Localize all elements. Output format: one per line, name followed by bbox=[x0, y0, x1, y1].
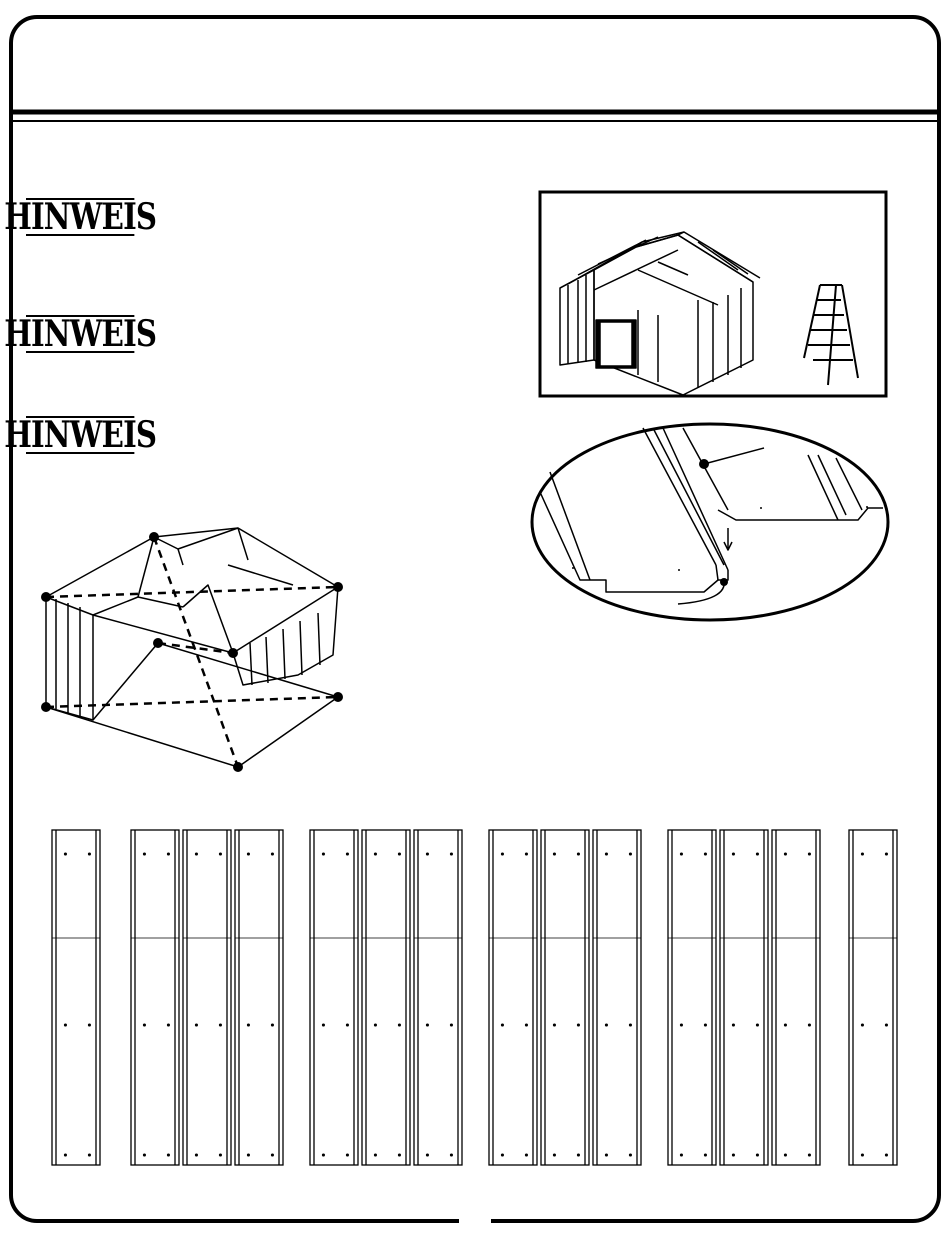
screw-hole bbox=[809, 853, 811, 855]
screw-hole bbox=[862, 853, 864, 855]
screw-hole bbox=[502, 853, 504, 855]
screw-hole bbox=[375, 853, 377, 855]
screw-hole bbox=[427, 1154, 429, 1156]
screw-hole bbox=[578, 853, 580, 855]
screw-hole bbox=[733, 1024, 735, 1026]
screw-hole bbox=[399, 1024, 401, 1026]
screw-hole bbox=[526, 1154, 528, 1156]
screw-hole bbox=[681, 853, 683, 855]
panel-group-6 bbox=[849, 830, 897, 1165]
panel-overlap-detail-icon bbox=[528, 420, 892, 630]
screw-hole bbox=[630, 1154, 632, 1156]
screw-hole bbox=[196, 853, 198, 855]
screw-hole bbox=[606, 1154, 608, 1156]
wall-panel-icon bbox=[52, 830, 100, 1165]
screw-hole bbox=[733, 1154, 735, 1156]
screw-hole bbox=[168, 1154, 170, 1156]
screw-hole bbox=[144, 1024, 146, 1026]
screw-hole bbox=[323, 1024, 325, 1026]
screw-hole bbox=[323, 853, 325, 855]
screw-hole bbox=[427, 1024, 429, 1026]
screw-hole bbox=[502, 1154, 504, 1156]
screw-hole bbox=[886, 1024, 888, 1026]
wall-panel-icon bbox=[849, 830, 897, 1165]
wall-panel-icon bbox=[310, 830, 358, 1165]
footer-gap bbox=[459, 1212, 491, 1226]
screw-hole bbox=[785, 1024, 787, 1026]
screw-hole bbox=[630, 1024, 632, 1026]
note-label-text-1: HINWEIS bbox=[4, 195, 157, 239]
screw-hole bbox=[347, 853, 349, 855]
note-label-1 bbox=[4, 195, 157, 239]
screw-hole bbox=[323, 1154, 325, 1156]
panel-group-4 bbox=[489, 830, 641, 1165]
screw-hole bbox=[220, 1154, 222, 1156]
screw-hole bbox=[65, 1024, 67, 1026]
screw-hole bbox=[196, 1154, 198, 1156]
screw-hole bbox=[144, 1154, 146, 1156]
screw-hole bbox=[89, 1024, 91, 1026]
screw-hole bbox=[220, 853, 222, 855]
panel-group-1 bbox=[52, 830, 100, 1165]
note-label-3 bbox=[4, 413, 157, 457]
shed-with-ladder-icon bbox=[538, 190, 888, 398]
screw-hole bbox=[248, 1024, 250, 1026]
wall-panel-icon bbox=[183, 830, 231, 1165]
screw-hole bbox=[809, 1024, 811, 1026]
screw-hole bbox=[526, 1024, 528, 1026]
panel-group-2 bbox=[131, 830, 283, 1165]
screw-hole bbox=[862, 1024, 864, 1026]
wall-panel-icon bbox=[541, 830, 589, 1165]
screw-hole bbox=[757, 1024, 759, 1026]
screw-hole bbox=[375, 1154, 377, 1156]
screw-hole bbox=[399, 1154, 401, 1156]
wall-panel-icon bbox=[720, 830, 768, 1165]
screw-hole bbox=[272, 853, 274, 855]
screw-hole bbox=[606, 1024, 608, 1026]
screw-hole bbox=[65, 853, 67, 855]
screw-hole bbox=[375, 1024, 377, 1026]
screw-hole bbox=[681, 1024, 683, 1026]
screw-hole bbox=[785, 1154, 787, 1156]
note-label-text-2: HINWEIS bbox=[4, 312, 157, 356]
wall-panel-icon bbox=[235, 830, 283, 1165]
wall-panel-icon bbox=[489, 830, 537, 1165]
wall-panel-icon bbox=[362, 830, 410, 1165]
screw-hole bbox=[578, 1024, 580, 1026]
wall-panel-icon bbox=[131, 830, 179, 1165]
screw-hole bbox=[347, 1154, 349, 1156]
note-label-text-3: HINWEIS bbox=[4, 413, 157, 457]
screw-hole bbox=[757, 1154, 759, 1156]
screw-hole bbox=[220, 1024, 222, 1026]
wall-panel-icon bbox=[414, 830, 462, 1165]
screw-hole bbox=[681, 1154, 683, 1156]
screw-hole bbox=[705, 1154, 707, 1156]
screw-hole bbox=[248, 1154, 250, 1156]
frame-diagonal-check-icon bbox=[38, 525, 358, 775]
wall-panel-icon bbox=[772, 830, 820, 1165]
screw-hole bbox=[886, 853, 888, 855]
screw-hole bbox=[168, 853, 170, 855]
wall-panel-icon bbox=[668, 830, 716, 1165]
panel-layout-figure bbox=[0, 820, 950, 1180]
screw-hole bbox=[554, 1024, 556, 1026]
screw-hole bbox=[451, 1024, 453, 1026]
screw-hole bbox=[272, 1154, 274, 1156]
screw-hole bbox=[248, 853, 250, 855]
screw-hole bbox=[630, 853, 632, 855]
screw-hole bbox=[89, 1154, 91, 1156]
wall-panel-icon bbox=[593, 830, 641, 1165]
screw-hole bbox=[144, 853, 146, 855]
panel-group-3 bbox=[310, 830, 462, 1165]
screw-hole bbox=[809, 1154, 811, 1156]
screw-hole bbox=[862, 1154, 864, 1156]
screw-hole bbox=[427, 853, 429, 855]
screw-hole bbox=[578, 1154, 580, 1156]
screw-hole bbox=[399, 853, 401, 855]
note-label-2 bbox=[4, 312, 157, 356]
screw-hole bbox=[785, 853, 787, 855]
screw-hole bbox=[705, 853, 707, 855]
screw-hole bbox=[606, 853, 608, 855]
screw-hole bbox=[526, 853, 528, 855]
screw-hole bbox=[451, 853, 453, 855]
screw-hole bbox=[272, 1024, 274, 1026]
screw-hole bbox=[502, 1024, 504, 1026]
screw-hole bbox=[733, 853, 735, 855]
screw-hole bbox=[554, 853, 556, 855]
screw-hole bbox=[451, 1154, 453, 1156]
panel-group-5 bbox=[668, 830, 820, 1165]
screw-hole bbox=[554, 1154, 556, 1156]
screw-hole bbox=[347, 1024, 349, 1026]
screw-hole bbox=[89, 853, 91, 855]
screw-hole bbox=[757, 853, 759, 855]
screw-hole bbox=[196, 1024, 198, 1026]
screw-hole bbox=[65, 1154, 67, 1156]
screw-hole bbox=[705, 1024, 707, 1026]
screw-hole bbox=[168, 1024, 170, 1026]
screw-hole bbox=[886, 1154, 888, 1156]
